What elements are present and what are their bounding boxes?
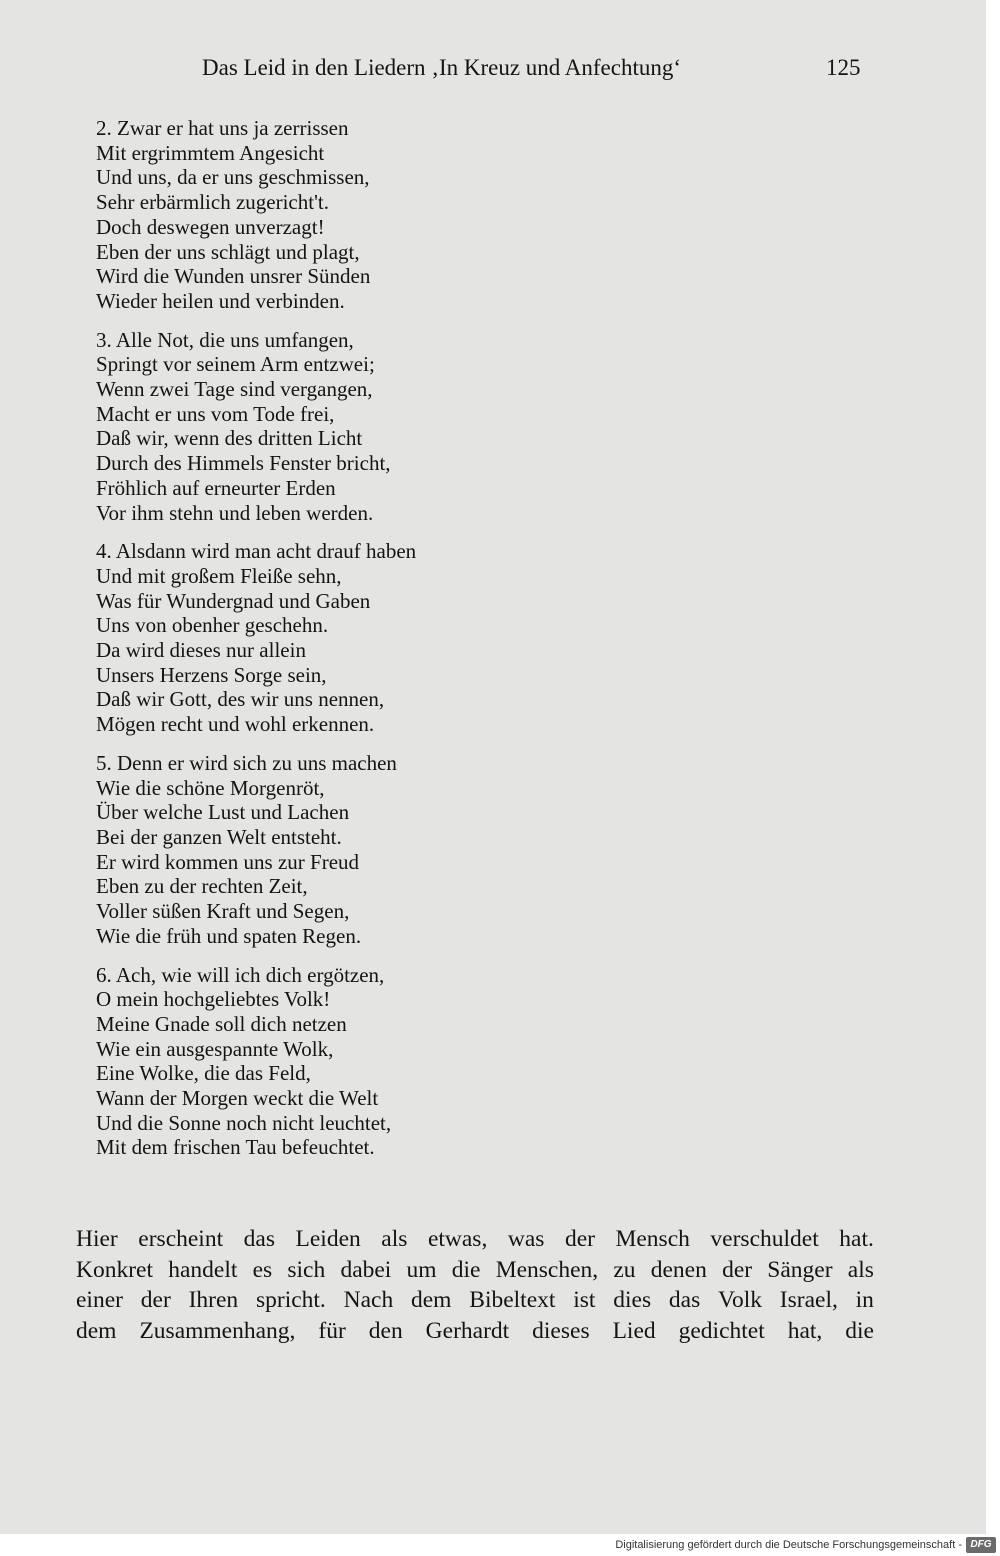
paragraph-word: ist	[573, 1287, 596, 1313]
paragraph-word: Israel,	[779, 1287, 838, 1313]
running-header	[0, 52, 986, 84]
paragraph-word: die	[451, 1256, 481, 1283]
paragraph-word: hat.	[839, 1226, 874, 1252]
paragraph-word: dem	[76, 1317, 117, 1344]
stanza-6	[96, 963, 696, 1161]
stanza-line: Mögen recht und wohl erkennen.	[96, 712, 375, 737]
paragraph-word: der	[140, 1287, 171, 1313]
stanza-line: 2. Zwar er hat uns ja zerrissen	[96, 116, 349, 140]
paragraph-word: hat,	[787, 1317, 823, 1344]
stanza-line: Daß wir Gott, des wir uns nennen,	[96, 687, 385, 712]
paragraph-word: Leiden	[295, 1226, 361, 1252]
paragraph-line	[76, 1316, 874, 1347]
dfg-logo: DFG	[966, 1537, 996, 1553]
paragraph-word: Zusammenhang,	[139, 1317, 296, 1344]
paragraph-word: um	[406, 1256, 437, 1283]
paragraph-word: dem	[411, 1287, 452, 1313]
paragraph-word: den	[368, 1317, 403, 1344]
paragraph-word: Hier	[76, 1226, 118, 1252]
stanza-line: Voller süßen Kraft und Segen,	[96, 899, 350, 924]
paragraph-word: dabei	[340, 1256, 392, 1283]
paragraph-word: das	[243, 1226, 275, 1252]
stanza-line: Wann der Morgen weckt die Welt	[96, 1086, 379, 1111]
paragraph-word: für	[318, 1317, 346, 1344]
paragraph-word: es	[252, 1256, 273, 1283]
stanza-line: Da wird dieses nur allein	[96, 638, 306, 663]
paragraph-word: in	[855, 1287, 874, 1313]
stanza-line: Eine Wolke, die das Feld,	[96, 1061, 311, 1086]
paragraph-word: Sänger	[767, 1256, 833, 1283]
paragraph-word: Gerhardt	[425, 1317, 510, 1344]
paragraph-line	[76, 1285, 874, 1316]
stanza-line: Er wird kommen uns zur Freud	[96, 849, 360, 874]
stanza-line: Wird die Wunden unsrer Sünden	[96, 264, 371, 289]
stanza-line: Unsers Herzens Sorge sein,	[96, 662, 327, 687]
paragraph-word: spricht.	[255, 1287, 326, 1313]
body-paragraph	[76, 1224, 874, 1346]
paragraph-word: Ihren	[188, 1287, 239, 1313]
paragraph-word: dies	[613, 1287, 652, 1313]
stanza-line: Und die Sonne noch nicht leuchtet,	[96, 1110, 392, 1135]
paragraph-word: Lied	[612, 1317, 656, 1344]
stanza-line: Mit dem frischen Tau befeuchtet.	[96, 1135, 375, 1160]
running-header-title: Das Leid in den Liedern ‚In Kreuz und Anfechtung‘	[202, 55, 682, 80]
paragraph-word: gedichtet	[678, 1317, 765, 1344]
stanza-line: Mit ergrimmtem Angesicht	[96, 140, 325, 165]
paragraph-word: etwas,	[427, 1226, 488, 1252]
digitization-footer	[0, 1534, 1000, 1556]
stanza-line: 3. Alle Not, die uns umfangen,	[96, 327, 354, 352]
stanza-line: Über welche Lust und Lachen	[96, 800, 350, 825]
stanza-line: Meine Gnade soll dich netzen	[96, 1011, 347, 1036]
paragraph-word: erscheint	[138, 1226, 224, 1252]
paragraph-word: zu	[613, 1256, 636, 1283]
paragraph-word: dieses	[532, 1317, 590, 1344]
paragraph-word: Bibeltext	[469, 1287, 556, 1313]
stanza-line: Macht er uns vom Tode frei,	[96, 401, 335, 426]
stanza-line: Fröhlich auf erneurter Erden	[96, 475, 336, 500]
stanza-line: 5. Denn er wird sich zu uns machen	[96, 750, 397, 775]
paragraph-word: Volk	[718, 1287, 762, 1313]
paragraph-word: einer	[76, 1287, 123, 1313]
stanza-line: Eben zu der rechten Zeit,	[96, 874, 308, 899]
paragraph-word: verschuldet	[710, 1226, 819, 1252]
stanza-line: 6. Ach, wie will ich dich ergötzen,	[96, 962, 385, 987]
stanza-line: Uns von obenher geschehn.	[96, 613, 329, 638]
stanza-line: Daß wir, wenn des dritten Licht	[96, 426, 363, 451]
stanza-line: Bei der ganzen Welt entsteht.	[96, 824, 342, 849]
stanza-line: Durch des Himmels Fenster bricht,	[96, 451, 391, 476]
stanza-line: Doch deswegen unverzagt!	[96, 214, 325, 239]
stanza-line: Wie ein ausgespannte Wolk,	[96, 1036, 334, 1061]
paragraph-word: der	[722, 1256, 753, 1283]
stanza-line: Wieder heilen und verbinden.	[96, 288, 345, 313]
stanza-line: Sehr erbärmlich zugericht't.	[96, 190, 329, 215]
stanza-line: O mein hochgeliebtes Volk!	[96, 987, 331, 1012]
paragraph-word: Menschen,	[495, 1256, 599, 1283]
stanza-2	[96, 116, 696, 314]
stanza-line: 4. Alsdann wird man acht drauf haben	[96, 539, 417, 564]
funding-credit: Digitalisierung gefördert durch die Deutsche Forschungsgemeinschaft -	[615, 1539, 962, 1551]
stanza-4	[96, 539, 696, 737]
paragraph-line	[76, 1255, 874, 1286]
stanza-line: Und uns, da er uns geschmissen,	[96, 165, 370, 190]
stanza-line: Wenn zwei Tage sind vergangen,	[96, 377, 373, 402]
paragraph-word: die	[845, 1317, 874, 1344]
stanza-line: Was für Wundergnad und Gaben	[96, 588, 371, 613]
paragraph-word: was	[507, 1226, 545, 1252]
paragraph-word: Nach	[343, 1287, 394, 1313]
paragraph-word: als	[381, 1226, 408, 1252]
stanza-line: Wie die schöne Morgenröt,	[96, 775, 325, 800]
stanza-line: Und mit großem Fleiße sehn,	[96, 563, 342, 588]
hymn-poem	[96, 116, 696, 1160]
paragraph-word: Konkret	[76, 1256, 154, 1283]
stanza-line: Wie die früh und spaten Regen.	[96, 923, 362, 948]
page-number: 125	[826, 55, 861, 80]
stanza-line: Vor ihm stehn und leben werden.	[96, 500, 374, 525]
paragraph-line	[76, 1224, 874, 1255]
paragraph-word: das	[668, 1287, 701, 1313]
paragraph-word: der	[564, 1226, 595, 1252]
stanza-line: Eben der uns schlägt und plagt,	[96, 239, 360, 264]
paragraph-word: handelt	[168, 1256, 238, 1283]
stanza-5	[96, 751, 696, 949]
paragraph-word: denen	[650, 1256, 707, 1283]
stanza-line: Springt vor seinem Arm entzwei;	[96, 352, 375, 377]
paragraph-word: sich	[287, 1256, 326, 1283]
paragraph-word: Mensch	[615, 1226, 690, 1252]
stanza-3	[96, 328, 696, 526]
paragraph-word: als	[847, 1256, 874, 1283]
